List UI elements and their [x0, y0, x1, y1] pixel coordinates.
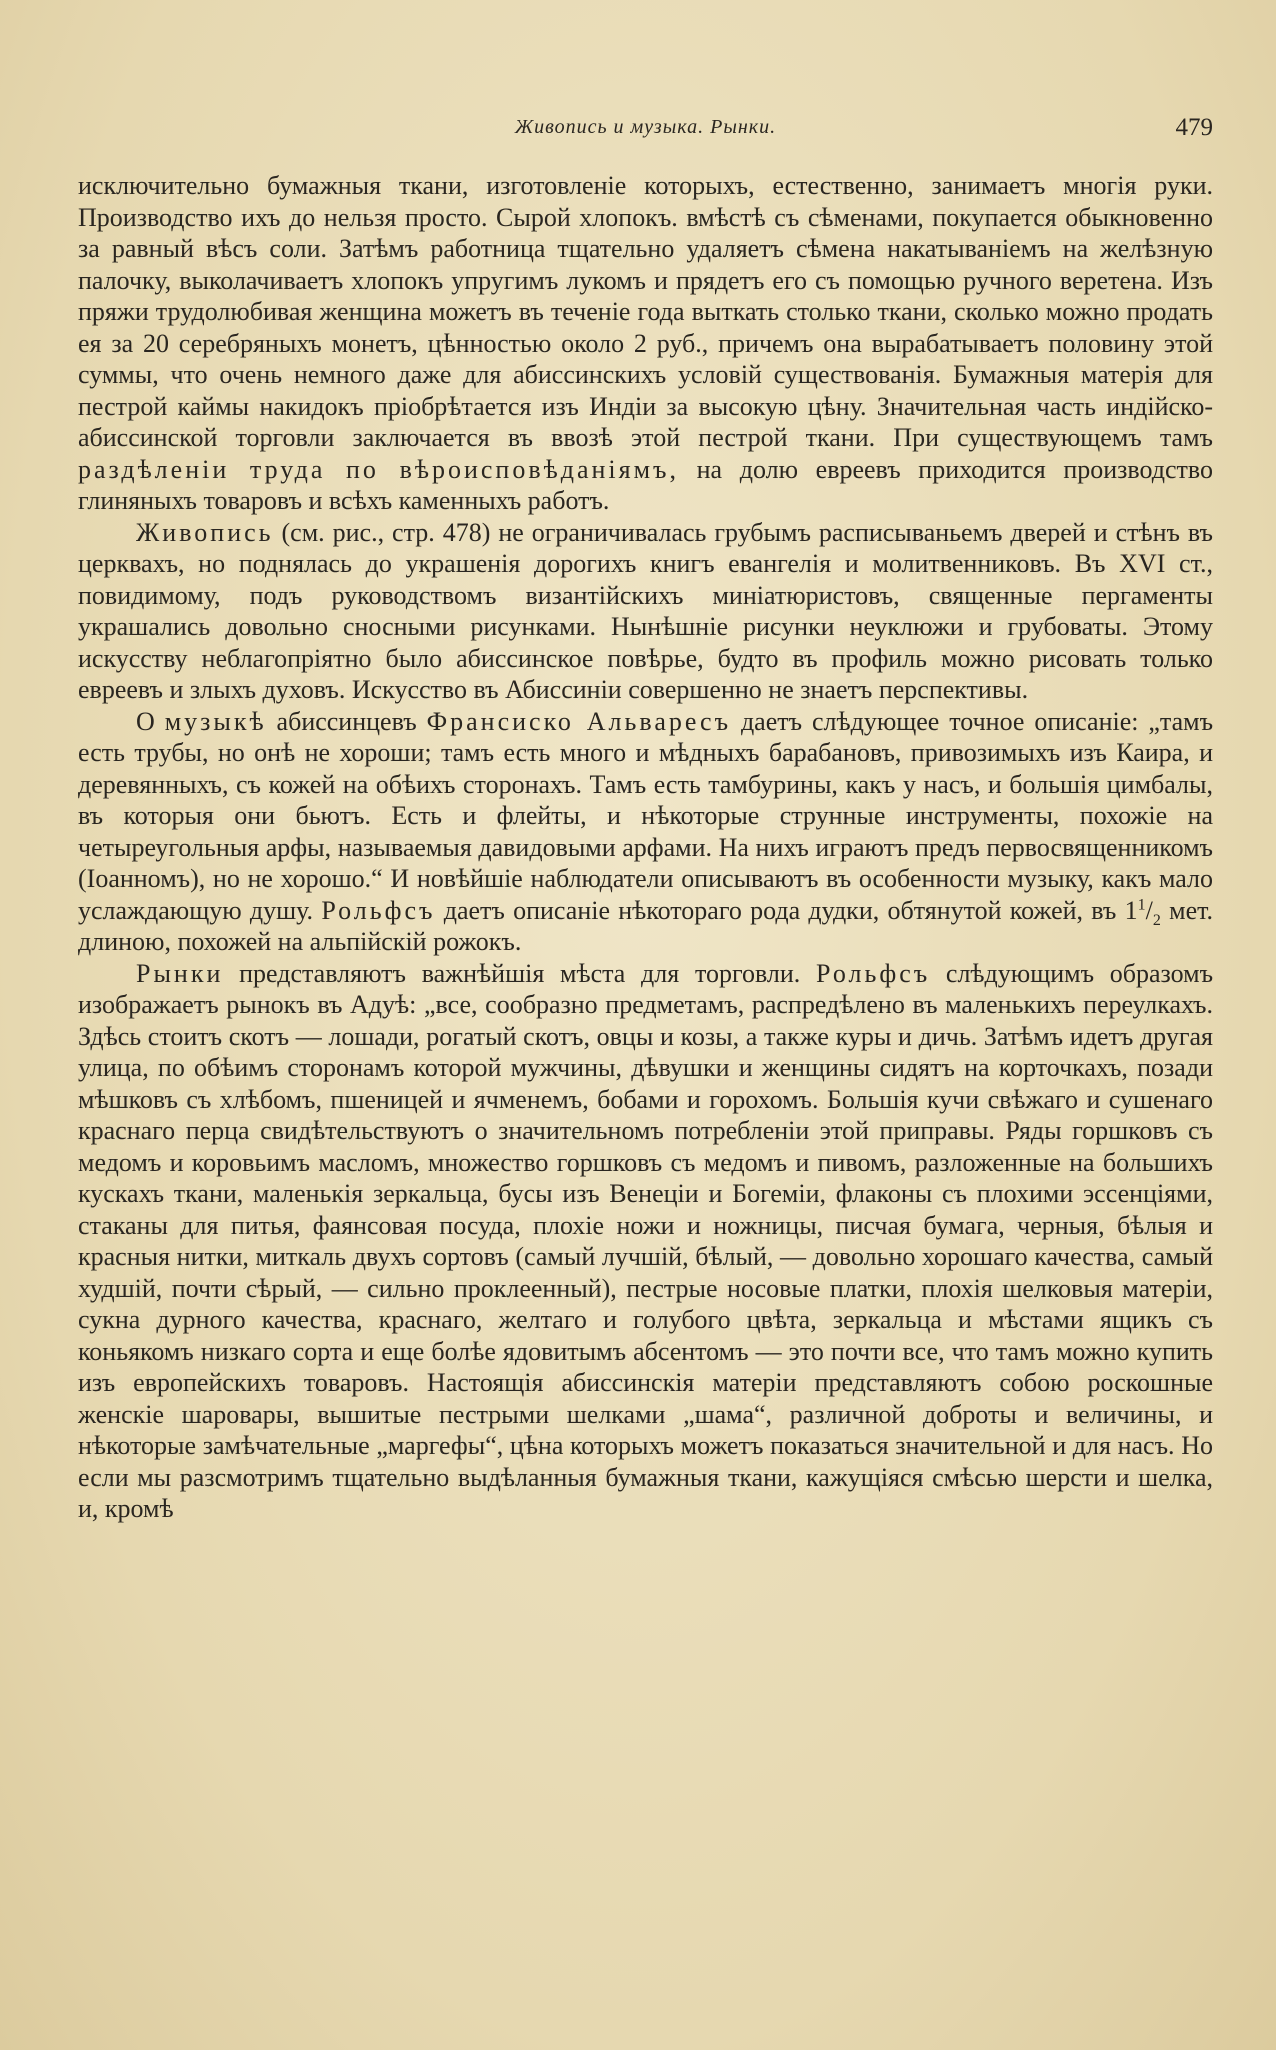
person-name: Франсиско Альваресъ	[426, 706, 732, 736]
page-header	[78, 116, 1213, 146]
paragraph-text: даетъ описаніе нѣкотораго рода дудки, обтянутой кожей, въ 1	[443, 895, 1138, 925]
running-title: Живопись и музыка. Рынки.	[514, 116, 777, 138]
paragraph-text: исключительно бумажныя ткани, изготовленіе которыхъ, естественно, занимаетъ многія руки. Производство ихъ до нельзя просто. Сырой хлопокъ. вмѣстѣ съ сѣменами, покупается обыкновенно за равный вѣсъ соли. Затѣмъ работница тщательно удаляетъ сѣмена накатываніемъ на желѣзную палочку, выколачиваетъ хлопокъ упругимъ лукомъ и прядетъ его съ помощью ручного веретена. Изъ пряжи трудолюбивая женщина можетъ въ теченіе года выткать столько ткани, сколько можно продать ея за 20 серебряныхъ монетъ, цѣнностью около 2 руб., причемъ она вырабатываетъ половину этой суммы, что очень немного даже для абиссинскихъ условій существованія. Бумажныя матерія для пестрой каймы накидокъ пріобрѣтается изъ Индіи за высокую цѣну. Значительная часть индійско-абиссинской торговли заключается въ ввозѣ этой пестрой ткани. При существующемъ тамъ	[78, 171, 1213, 452]
paragraph-text: (см. рис., стр. 478) не ограничивалась грубымъ расписываньемъ дверей и стѣнъ въ церквахъ, но поднялась до украшенія дорогихъ книгъ евангелія и молитвенниковъ. Въ XVI ст., повидимому, подъ руководствомъ византійскихъ миніатюристовъ, священные пергаменты украшались довольно сносными рисунками. Нынѣшніе рисунки неуклюжи и грубоваты. Этому искусству неблагопріятно было абиссинское повѣрье, будто въ профиль можно рисовать только евреевъ и злыхъ духовъ. Искусство въ Абиссиніи совершенно не знаетъ перспективы.	[78, 517, 1214, 704]
paragraph-markets	[78, 958, 1213, 1525]
paragraph-text: слѣдующимъ образомъ изображаетъ рынокъ въ Адуѣ: „все, сообразно предметамъ, распредѣлено въ маленькихъ переулкахъ. Здѣсь стоитъ скотъ — лошади, рогатый скотъ, овцы и козы, а также куры и дичь. Затѣмъ идетъ другая улица, по обѣимъ сторонамъ которой мужчины, дѣвушки и женщины сидятъ на корточкахъ, позади мѣшковъ съ хлѣбомъ, пшеницей и ячменемъ, бобами и горохомъ. Большія кучи свѣжаго и сушенаго краснаго перца свидѣтельствуютъ о значительномъ потребленіи этой приправы. Ряды горшковъ съ медомъ и коровьимъ масломъ, множество горшковъ съ медомъ и пивомъ, разложенные на большихъ кускахъ ткани, маленькія зеркальца, бусы изъ Венеціи и Богеміи, флаконы съ плохими эссенціями, стаканы для питья, фаянсовая посуда, плохіе ножи и ножницы, писчая бумага, черныя, бѣлыя и красныя нитки, миткаль двухъ сортовъ (самый лучшій, бѣлый, — довольно хорошаго качества, самый худшій, почти сѣрый, — сильно проклеенный), пестрые носовые платки, плохія шелковыя матеріи, сукна дурного качества, краснаго, желтаго и голубого цвѣта, зеркальца и мѣстами ящикъ съ коньякомъ низкаго сорта и еще болѣе ядовитымъ абсентомъ — это почти все, что тамъ можно купить изъ европейскихъ товаровъ. Настоящія абиссинскія матеріи представляютъ собою роскошные женскіе шаровары, вышитые пестрыми шелками „шама“, различной доброты и величины, и нѣкоторые замѣчательные „маргефы“, цѣна которыхъ можетъ показаться значительной и для насъ. Но если мы разсмотримъ тщательно выдѣланныя бумажныя ткани, кажущіяся смѣсью шерсти и шелка, и, кромѣ	[78, 958, 1214, 1523]
body-text	[78, 170, 1213, 1525]
paragraph-text: даетъ слѣдующее точное описаніе: „тамъ есть трубы, но онѣ не хороши; тамъ есть много и мѣдныхъ барабановъ, привозимыхъ изъ Каира, и деревянныхъ, съ кожей на обѣихъ сторонахъ. Тамъ есть тамбурины, какъ у насъ, и большія цимбалы, въ которыя они бьютъ. Есть и флейты, и нѣкоторые струнные инструменты, похожіе на четыреугольныя арфы, называемыя давидовыми арфами. На нихъ играютъ предъ первосвященникомъ (Іоанномъ), но не хорошо.“ И новѣйшіе наблюдатели описываютъ въ особенности музыку, какъ мало услаждающую душу.	[78, 706, 1214, 925]
paragraph-text: представляютъ важнѣйшія мѣста для торговли.	[239, 958, 801, 988]
paragraph-textiles	[78, 170, 1213, 517]
section-lead-markets: Рынки	[136, 958, 224, 988]
paragraph-text: О	[136, 706, 155, 736]
person-name: Рольфсъ	[321, 895, 436, 925]
page-number: 479	[1175, 114, 1213, 141]
section-lead-painting: Живопись	[136, 517, 274, 547]
paragraph-painting	[78, 517, 1213, 706]
section-lead-music: музыкѣ	[164, 706, 267, 736]
paragraph-music: О музыкѣ абиссинцевъ Франсиско Альваресъ даетъ слѣдующее точное описаніе: „тамъ есть трубы, но онѣ не хороши; тамъ есть много и мѣдныхъ барабановъ, привозимыхъ изъ Каира, и деревянныхъ, съ кожей на обѣихъ сторонахъ. Тамъ есть тамбурины, какъ у насъ, и большія цимбалы, въ которыя они бьютъ. Есть и флейты, и нѣкоторые струнные инструменты, похожіе на четыреугольныя арфы, называемыя давидовыми арфами. На нихъ играютъ предъ первосвященникомъ (Іоанномъ), но не хорошо.“ И новѣйшіе наблюдатели описываютъ въ особенности музыку, какъ мало услаждающую душу. Рольфсъ даетъ описаніе нѣкотораго рода дудки, обтянутой кожей, въ $1^1/_2$ мет. длиною, похожей на альпійскій рожокъ.	[78, 706, 1214, 956]
spaced-phrase: раздѣленіи труда по вѣроисповѣданіямъ,	[78, 454, 679, 484]
paragraph-text: на долю евреевъ приходится производство глиняныхъ товаровъ и всѣхъ каменныхъ работъ.	[78, 454, 1214, 515]
person-name: Рольфсъ	[816, 958, 931, 988]
paragraph-text: абиссинцевъ	[276, 706, 417, 736]
fraction-denominator: 2	[1152, 911, 1161, 929]
paragraph-text: мет. длиною, похожей на альпійскій рожокъ.	[78, 895, 1214, 956]
fraction-numerator: 1	[1137, 895, 1146, 913]
